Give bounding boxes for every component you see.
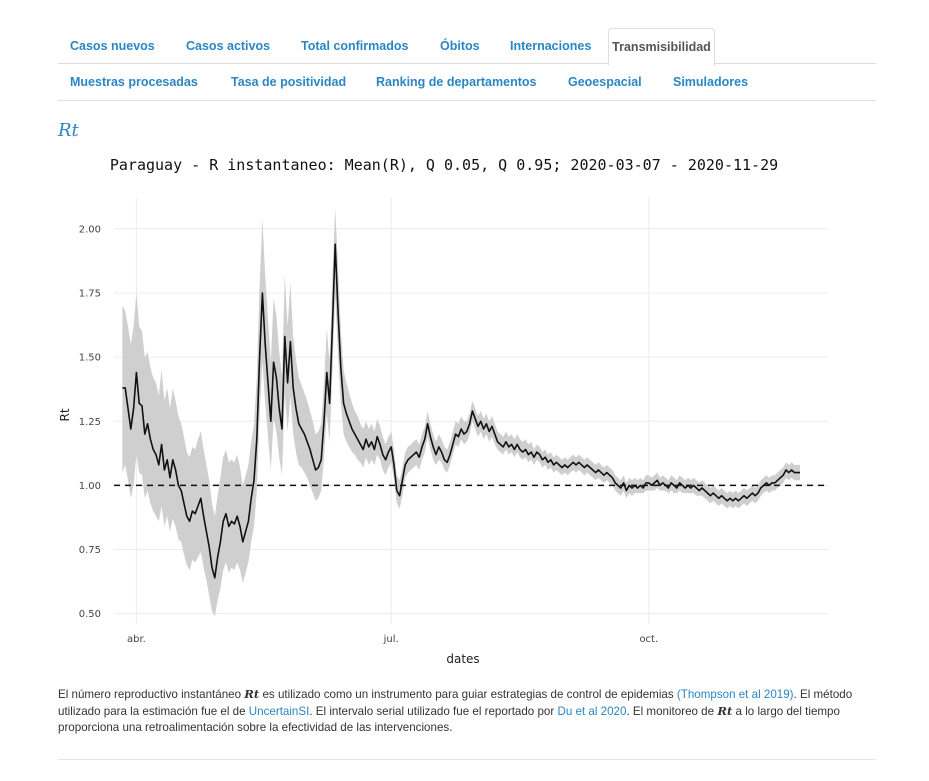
tab-geoespacial[interactable]: Geoespacial [568,75,642,89]
x-axis-ticks [127,634,658,645]
chart-title: Paraguay - R instantaneo: Mean(R), Q 0.05, Q 0.95; 2020-03-07 - 2020-11-29 [109,156,779,174]
description-text: . El intervalo serial utilizado fue el reportado por [309,705,558,718]
y-tick-label: 1.50 [78,352,101,364]
tab-muestras-procesadas[interactable]: Muestras procesadas [70,75,198,89]
description-text: El número reproductivo instantáneo [58,688,245,701]
tab-transmisibilidad[interactable]: Transmisibilidad [608,28,715,66]
tab-tasa-de-positividad[interactable]: Tasa de positividad [231,75,347,89]
tab-row-1 [58,28,876,64]
confidence-band-layer [122,208,800,616]
tab-bar [58,28,876,100]
rt-chart [58,150,848,675]
y-tick-label: 0.75 [78,545,101,557]
tab-bar-bottom-border [58,100,876,101]
tab-total-confirmados[interactable]: Total confirmados [301,39,409,53]
tab-row-2 [58,64,876,100]
description-paragraph [58,686,878,736]
tab-casos-activos[interactable]: Casos activos [186,39,271,53]
y-tick-label: 2.00 [78,224,101,236]
tab-obitos[interactable]: Óbitos [440,39,480,53]
tab-internaciones[interactable]: Internaciones [510,39,592,53]
confidence-band [122,208,800,616]
rt-symbol: Rt [244,687,260,701]
y-tick-label: 1.00 [78,480,101,492]
section-title: Rt [58,120,79,141]
description-text: . El monitoreo de [626,705,718,718]
rt-symbol: Rt [717,704,733,718]
y-axis-ticks [79,224,101,620]
y-tick-label: 1.75 [78,288,101,300]
description-text: a lo largo del tiempo proporciona una retroalimentación sobre la efectividad de las intervenciones. [58,705,840,734]
y-axis-label: Rt [58,408,72,422]
tab-casos-nuevos[interactable]: Casos nuevos [70,39,155,53]
bottom-divider [58,759,876,760]
description-text: . El método utilizado para la estimación fue el de [58,688,853,718]
uncertainsi-link[interactable]: UncertainSI [248,705,310,718]
x-axis-label: dates [446,652,480,666]
du-et-al-link[interactable]: Du et al 2020 [557,705,627,718]
y-tick-label: 1.25 [78,416,101,428]
x-tick-label: abr. [126,634,146,645]
tab-ranking-departamentos[interactable]: Ranking de departamentos [376,75,537,89]
tab-simuladores[interactable]: Simuladores [673,75,749,89]
thompson-reference-link[interactable]: (Thompson et al 2019) [676,688,794,701]
y-tick-label: 0.50 [78,609,101,621]
x-tick-label: jul. [383,634,399,645]
x-tick-label: oct. [639,634,659,645]
description-text: es utilizado como un instrumento para guiar estrategias de control de epidemias [259,688,677,701]
